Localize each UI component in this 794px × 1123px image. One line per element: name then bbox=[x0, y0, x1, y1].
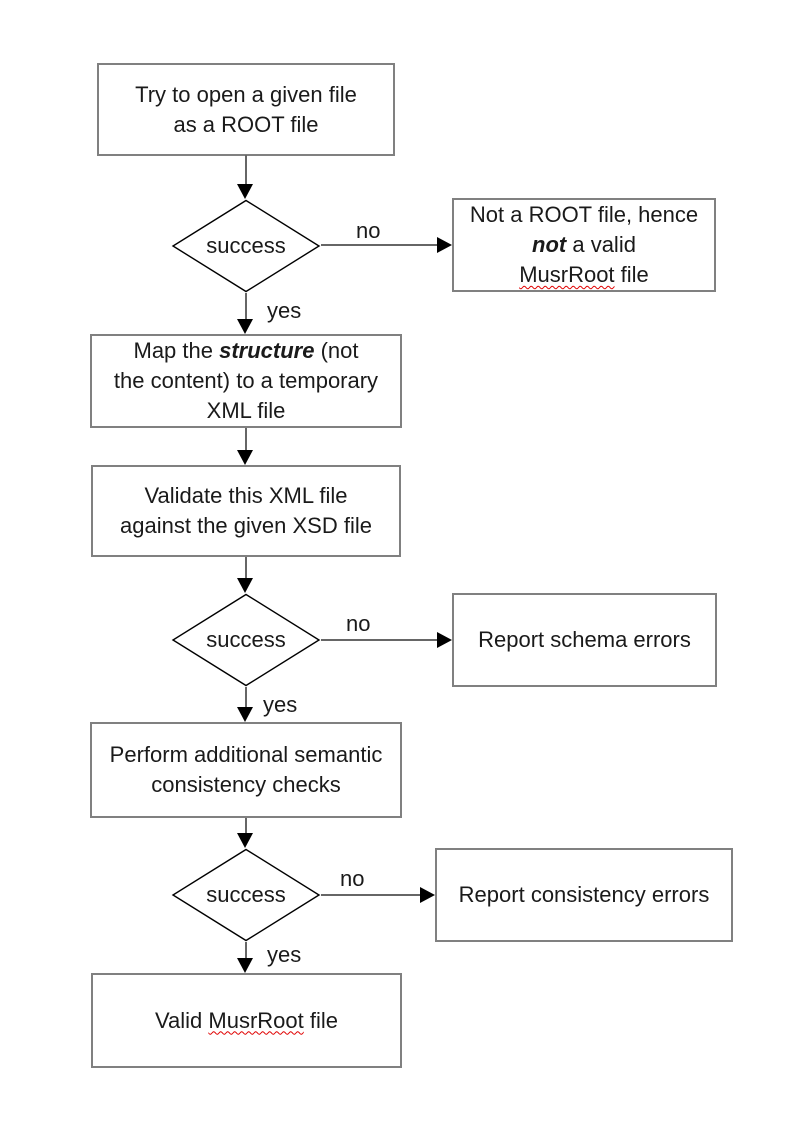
schema-line1: Report schema errors bbox=[478, 627, 691, 652]
arrowhead-down bbox=[237, 319, 253, 334]
edge-label-no-3: no bbox=[340, 866, 365, 891]
process-open-line1: Try to open a given file bbox=[135, 81, 357, 107]
edge-label-yes-1: yes bbox=[267, 298, 302, 323]
arrowhead-down bbox=[237, 958, 253, 973]
decision-consistency-label: success bbox=[206, 882, 286, 907]
validate-line2: against the given XSD file bbox=[120, 513, 372, 538]
decision-open-label: success bbox=[206, 233, 286, 258]
connector-open-to-decision1 bbox=[245, 155, 247, 185]
validate-line1: Validate this XML file bbox=[144, 483, 348, 508]
connector-decision1-yes bbox=[245, 293, 247, 320]
edge-label-no-2: no bbox=[346, 611, 371, 636]
connector-decision1-no bbox=[321, 244, 437, 246]
terminal-report-schema-errors bbox=[452, 593, 717, 687]
map-line1: Map the structure (not bbox=[133, 338, 359, 363]
connector-decision3-yes bbox=[245, 942, 247, 959]
not-root-line3: MusrRoot file bbox=[519, 262, 649, 287]
arrowhead-down bbox=[237, 707, 253, 722]
process-semantic-checks bbox=[90, 722, 402, 818]
process-open-line2: as a ROOT file bbox=[173, 111, 319, 137]
arrowhead-down bbox=[237, 450, 253, 465]
semantic-line1: Perform additional semantic bbox=[109, 742, 383, 767]
terminal-not-root-file bbox=[452, 198, 716, 292]
edge-label-yes-2: yes bbox=[263, 692, 298, 717]
terminal-valid-musrroot-file bbox=[91, 973, 402, 1068]
arrowhead-right bbox=[437, 632, 452, 648]
arrowhead-down bbox=[237, 578, 253, 593]
not-root-line1: Not a ROOT file, hence bbox=[469, 202, 699, 227]
connector-semantic-to-decision3 bbox=[245, 818, 247, 834]
semantic-line2: consistency checks bbox=[151, 772, 341, 797]
connector-decision3-no bbox=[321, 894, 420, 896]
arrowhead-down bbox=[237, 833, 253, 848]
edge-label-yes-3: yes bbox=[267, 942, 302, 967]
arrowhead-right bbox=[420, 887, 435, 903]
terminal-report-consistency-errors bbox=[435, 848, 733, 942]
decision-consistency-success bbox=[171, 848, 321, 942]
connector-decision2-yes bbox=[245, 687, 247, 708]
misspelled-word: MusrRoot bbox=[208, 1007, 304, 1033]
emphasized-word: not bbox=[532, 232, 567, 257]
edge-label-no-1: no bbox=[356, 218, 381, 243]
process-open-root-file bbox=[97, 63, 395, 156]
misspelled-word: MusrRoot bbox=[519, 262, 615, 287]
valid-line1: Valid MusrRoot file bbox=[154, 1007, 338, 1033]
emphasized-word: structure bbox=[219, 338, 315, 363]
consistency-line1: Report consistency errors bbox=[458, 882, 710, 907]
decision-open-success bbox=[171, 199, 321, 293]
map-line3: XML file bbox=[206, 398, 286, 423]
not-root-line2: not a valid bbox=[532, 232, 636, 257]
process-map-structure bbox=[90, 334, 402, 428]
connector-validate-to-decision2 bbox=[245, 557, 247, 579]
process-validate-xml bbox=[91, 465, 401, 557]
decision-validate-success bbox=[171, 593, 321, 687]
arrowhead-down bbox=[237, 184, 253, 199]
map-line2: the content) to a temporary bbox=[113, 368, 379, 393]
connector-decision2-no bbox=[321, 639, 437, 641]
decision-validate-label: success bbox=[206, 627, 286, 652]
arrowhead-right bbox=[437, 237, 452, 253]
connector-map-to-validate bbox=[245, 428, 247, 451]
